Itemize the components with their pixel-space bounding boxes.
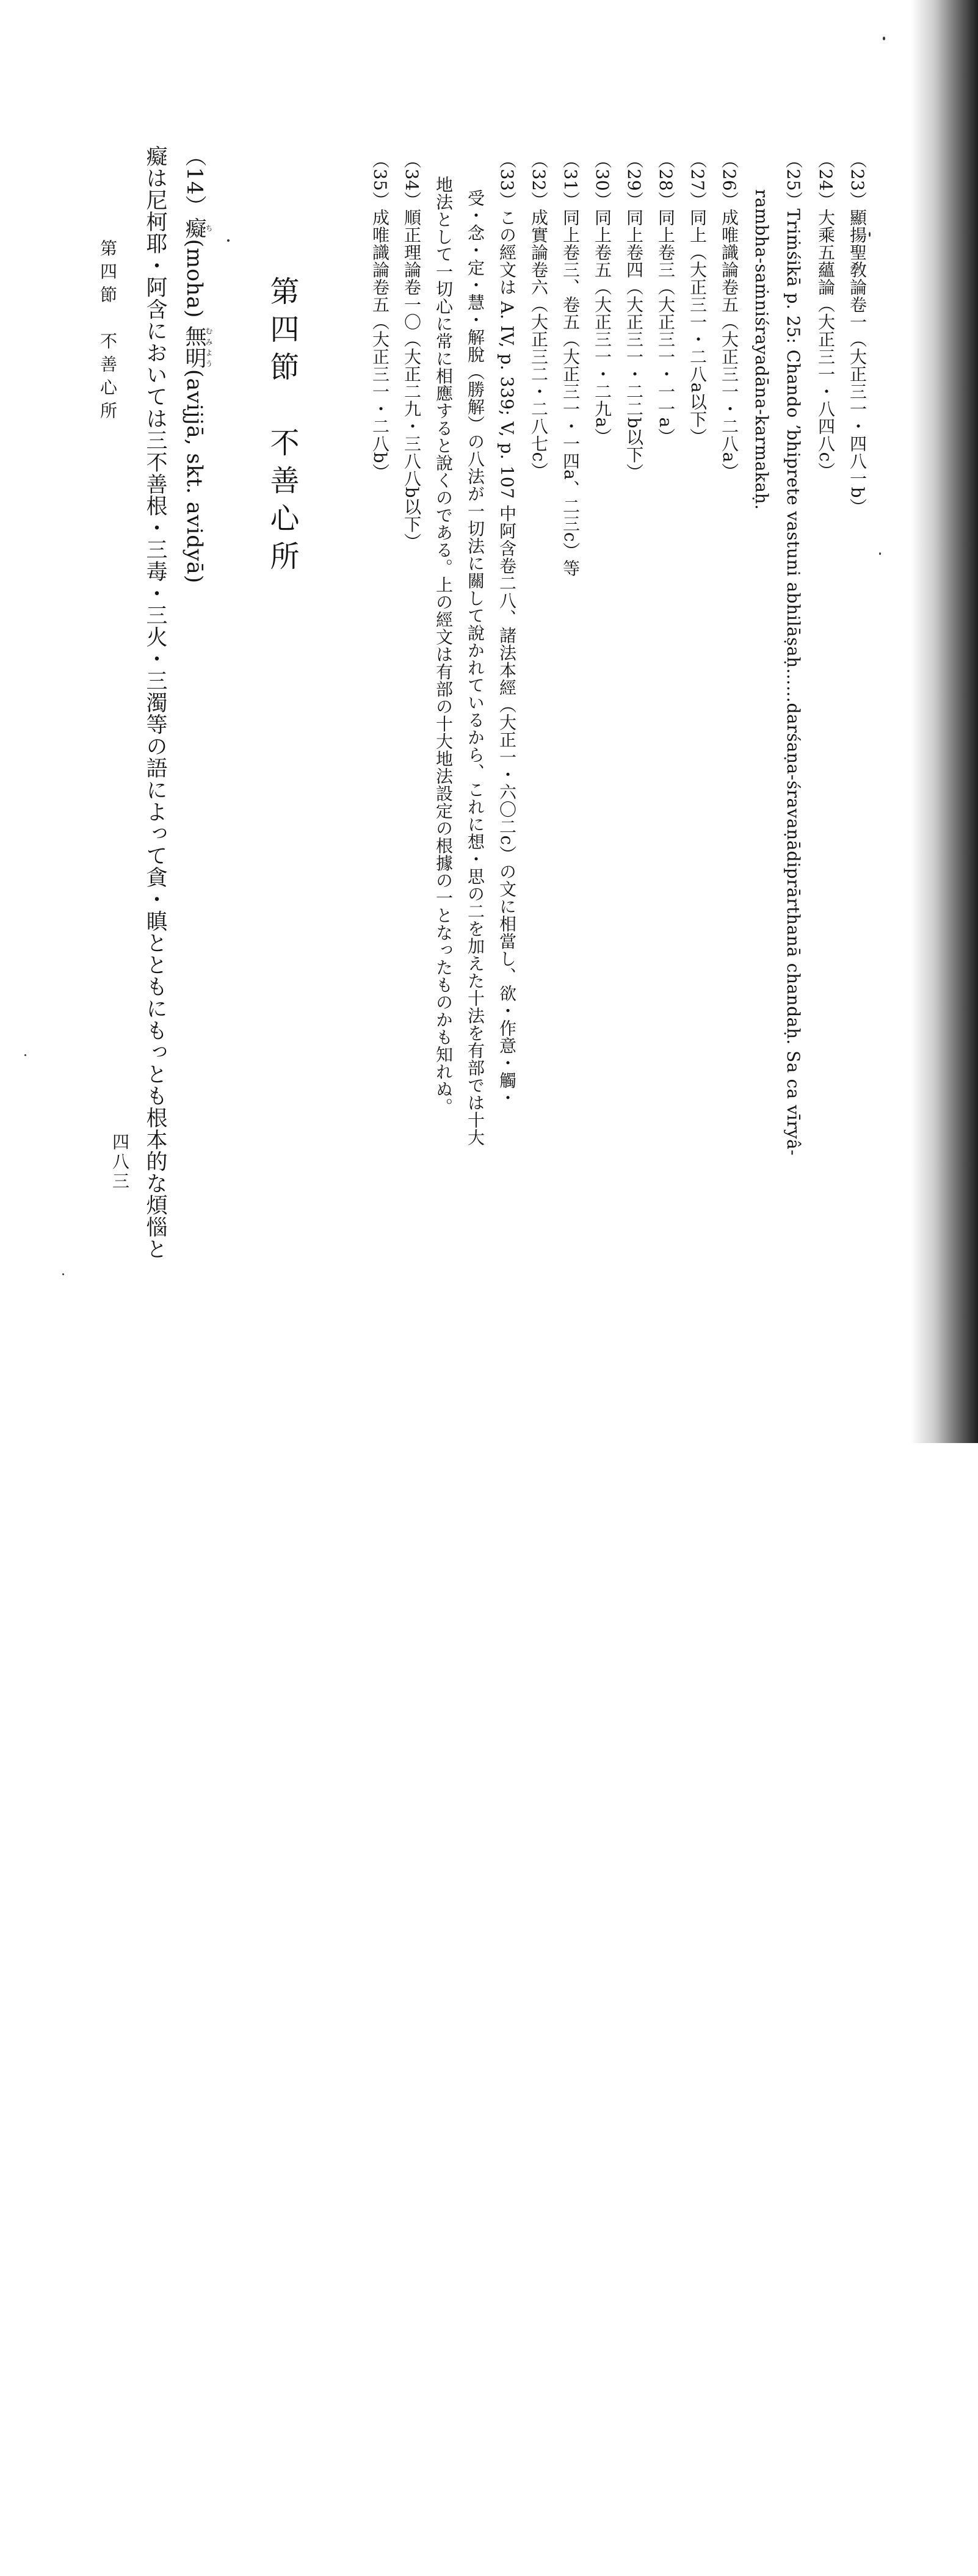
scan-edge-shadow xyxy=(911,0,978,1443)
note-number: （23） xyxy=(847,151,868,209)
note-25 xyxy=(777,151,809,1594)
section-heading: 第四節 不善心所 xyxy=(265,276,299,579)
note-text: この經文は A. IV, p. 339; V, p. 107 中阿含卷二八、諸法本經（大正一・六〇二c）の文に相當し、欲・作意・觸・ xyxy=(497,208,517,1107)
paragraph-text: 癡は尼柯耶・阿含においては三不善根・三毒・三火・三濁等の語によって貪・瞋とともにもっとも根本的な煩惱と xyxy=(143,145,167,1260)
note-33 xyxy=(491,151,523,1594)
note-number: （31） xyxy=(560,151,581,209)
note-24 xyxy=(810,151,841,1594)
running-footer: 第四節 不善心所 xyxy=(98,239,118,425)
note-text: 同上卷四（大正三一・二二b以下） xyxy=(624,208,644,481)
note-23 xyxy=(841,151,873,1594)
note-35 xyxy=(364,151,396,1594)
note-text: Triṁśikā p. 25: Chando ʼbhiprete vastuni abhilāṣaḥ……darśaṇa-śravaṇādiprārthanā chandaḥ. Sa ca vīryâ- xyxy=(783,208,803,1156)
note-28 xyxy=(650,151,681,1594)
note-text: 同上卷三、卷五（大正三一・一四a、二三c）等 xyxy=(560,208,581,577)
note-number: （25） xyxy=(783,151,803,209)
note-text: rambha-saṁniśrayadāna-karmakaḥ. xyxy=(752,189,772,510)
note-text: 受・念・定・慧・解脫（勝解）の八法が一切法に關して說かれているから、これに想・思の二を加えた十法を有部では十大 xyxy=(465,189,485,1146)
note-text: 大乘五蘊論（大正三一・八四八c） xyxy=(816,208,836,480)
note-text: 同上卷三（大正三一・一一a） xyxy=(656,208,676,446)
note-number: （29） xyxy=(624,151,644,209)
note-25-continuation xyxy=(745,189,777,1632)
page-number: 四八三 xyxy=(110,1133,130,1192)
note-26 xyxy=(713,151,745,1594)
term-chi: 癡ち xyxy=(182,217,213,239)
note-text: 顯揚聖敎論卷一（大正三一・四八一b） xyxy=(847,208,868,516)
note-number: （30） xyxy=(592,151,612,209)
note-31 xyxy=(554,151,586,1594)
note-number: （34） xyxy=(402,151,422,209)
note-30 xyxy=(586,151,618,1594)
note-number: （32） xyxy=(529,151,549,209)
note-32 xyxy=(523,151,554,1594)
paragraph-line-1 xyxy=(177,145,212,1588)
scan-speck xyxy=(62,1273,64,1275)
note-text: 順正理論卷一〇（大正二九・三八八b以下） xyxy=(402,208,422,551)
note-33-continuation xyxy=(459,189,491,1632)
note-text: 地法として一切心に常に相應すると說くのである。上の經文は有部の十大地法設定の根據の一となったものかも知れぬ。 xyxy=(433,176,454,1115)
term-chi-roman: (moha) xyxy=(182,239,206,319)
note-text: 同上（大正三一・二八a以下） xyxy=(687,208,708,446)
note-27 xyxy=(681,151,713,1594)
scan-speck xyxy=(227,239,230,242)
note-number: （26） xyxy=(719,151,739,209)
note-text: 成實論卷六（大正三二・二八七c） xyxy=(529,208,549,480)
note-34 xyxy=(396,151,427,1594)
term-mumyo-roman: (avijjā, skt. avidyā) xyxy=(182,369,206,584)
note-33-continuation-2 xyxy=(427,176,459,1619)
note-text: 成唯識論卷五（大正三一・二八a） xyxy=(719,208,739,480)
note-number: （24） xyxy=(816,151,836,209)
scan-speck xyxy=(879,552,881,555)
note-29 xyxy=(618,151,650,1594)
note-number: （35） xyxy=(370,151,390,209)
scan-speck xyxy=(883,37,885,40)
note-text: 同上卷五（大正三一・二九a） xyxy=(592,208,612,446)
note-number: （27） xyxy=(687,151,708,209)
paragraph-line-2 xyxy=(138,145,172,1588)
term-mumyo: 無明むみよう xyxy=(182,325,213,369)
note-text: 成唯識論卷五（大正三一・二八b） xyxy=(370,208,390,481)
note-number: （28） xyxy=(656,151,676,209)
scan-speck xyxy=(24,1054,26,1056)
note-number: （33） xyxy=(497,151,517,209)
paragraph-number: （14） xyxy=(182,145,206,217)
